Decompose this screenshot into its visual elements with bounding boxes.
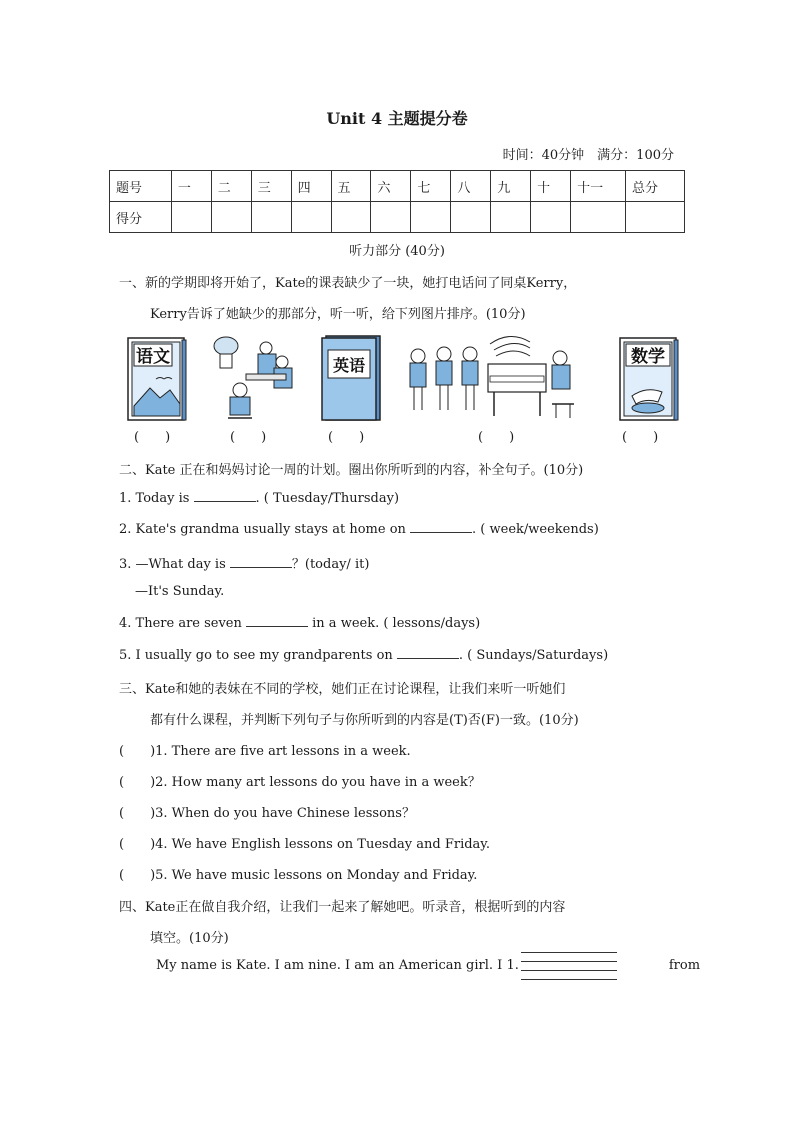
- q4-blank[interactable]: [246, 615, 308, 627]
- q1-blank[interactable]: [194, 490, 256, 502]
- score-blank[interactable]: [451, 202, 491, 233]
- score-cell: 题号: [110, 171, 172, 202]
- section4-instruction-cont: 填空。(10分): [150, 931, 229, 946]
- judge-item-2[interactable]: ( )2. How many art lessons do you have in a week？: [119, 775, 481, 790]
- score-blank[interactable]: [411, 202, 451, 233]
- section3-instruction: 三、Kate和她的表妹在不同的学校，她们正在讨论课程，让我们来听一听她们: [119, 682, 566, 697]
- section2-q5: [119, 647, 608, 663]
- q1-options: . ( Tuesday/Thursday): [255, 491, 400, 506]
- q2-text: 2. Kate's grandma usually stays at home on: [119, 522, 411, 537]
- section2-q1: [119, 490, 399, 506]
- chinese-book-label: 语文: [136, 347, 170, 367]
- score-cell: 九: [491, 171, 531, 202]
- order-answer-3[interactable]: ( ): [328, 430, 365, 445]
- score-blank[interactable]: [625, 202, 684, 233]
- section4-instruction: 四、Kate正在做自我介绍，让我们一起来了解她吧。听录音，根据听到的内容: [119, 900, 566, 915]
- q5-blank[interactable]: [397, 647, 459, 659]
- section1-instruction: 一、新的学期即将开始了，Kate的课表缺少了一块，她打电话问了同桌Kerry，: [119, 276, 577, 291]
- score-cell: 二: [211, 171, 251, 202]
- score-cell: 三: [251, 171, 291, 202]
- math-book-icon: [618, 334, 680, 422]
- score-blank[interactable]: [491, 202, 531, 233]
- order-answer-1[interactable]: ( ): [134, 430, 171, 445]
- section4-passage: [156, 958, 700, 973]
- order-answer-4[interactable]: ( ): [478, 430, 515, 445]
- english-book-label: 英语: [332, 356, 366, 375]
- math-book-label: 数学: [631, 347, 665, 367]
- q3-text: 3. —What day is: [119, 557, 230, 572]
- score-cell: 一: [171, 171, 211, 202]
- writing-line[interactable]: [521, 970, 617, 971]
- section2-q3: [119, 553, 369, 572]
- score-blank[interactable]: [331, 202, 371, 233]
- score-cell: 得分: [110, 202, 172, 233]
- score-cell: 五: [331, 171, 371, 202]
- time-info: 时间：40分钟 满分：100分: [502, 148, 674, 163]
- order-answer-5[interactable]: ( ): [622, 430, 659, 445]
- score-blank[interactable]: [171, 202, 211, 233]
- score-blank[interactable]: [571, 202, 626, 233]
- order-answer-2[interactable]: ( ): [230, 430, 267, 445]
- judge-item-1[interactable]: ( )1. There are five art lessons in a week.: [119, 744, 411, 759]
- score-cell: 十一: [571, 171, 626, 202]
- writing-line[interactable]: [521, 952, 617, 953]
- score-blank[interactable]: [531, 202, 571, 233]
- judge-item-5[interactable]: ( )5. We have music lessons on Monday and Friday.: [119, 868, 478, 883]
- section1-instruction-cont: Kerry告诉了她缺少的那部分，听一听，给下列图片排序。(10分): [150, 307, 526, 322]
- chinese-book-icon: [126, 334, 188, 422]
- score-cell: 六: [371, 171, 411, 202]
- score-table: [109, 170, 685, 233]
- page-title: Unit 4 主题提分卷: [326, 109, 468, 128]
- passage-text: My name is Kate. I am nine. I am an American girl. I 1.: [156, 958, 519, 973]
- score-cell: 八: [451, 171, 491, 202]
- q3-options: ？(today/ it): [291, 557, 370, 572]
- score-cell: 总分: [625, 171, 684, 202]
- q1-text: 1. Today is: [119, 491, 194, 506]
- q2-blank[interactable]: [410, 521, 472, 533]
- score-cell: 七: [411, 171, 451, 202]
- art-class-icon: [212, 334, 298, 422]
- judge-item-3[interactable]: ( )3. When do you have Chinese lessons？: [119, 806, 415, 821]
- score-blank[interactable]: [251, 202, 291, 233]
- q5-options: . ( Sundays/Saturdays): [458, 648, 609, 663]
- score-cell: 十: [531, 171, 571, 202]
- score-blank[interactable]: [371, 202, 411, 233]
- writing-lines[interactable]: [521, 952, 617, 988]
- score-blank[interactable]: [291, 202, 331, 233]
- passage-text-end: from: [668, 958, 701, 973]
- section2-q2: [119, 521, 599, 537]
- q5-text: 5. I usually go to see my grandparents on: [119, 648, 397, 663]
- music-class-icon: [406, 334, 586, 422]
- section2-instruction: 二、Kate 正在和妈妈讨论一周的计划。圈出你所听到的内容，补全句子。(10分): [119, 463, 584, 478]
- section2-q3-reply: —It's Sunday.: [135, 584, 225, 599]
- section2-q4: [119, 615, 480, 631]
- section3-instruction-cont: 都有什么课程，并判断下列句子与你所听到的内容是(T)否(F)一致。(10分): [150, 713, 579, 728]
- q4-text: 4. There are seven: [119, 616, 247, 631]
- score-header-row: [110, 171, 685, 202]
- score-blank[interactable]: [211, 202, 251, 233]
- english-book-icon: [320, 334, 382, 422]
- score-value-row: [110, 202, 685, 233]
- q3-blank[interactable]: [230, 556, 292, 568]
- writing-line[interactable]: [521, 961, 617, 962]
- writing-line[interactable]: [521, 979, 617, 980]
- picture-row: [120, 334, 700, 424]
- listening-header: 听力部分 (40分): [349, 244, 445, 259]
- judge-item-4[interactable]: ( )4. We have English lessons on Tuesday and Friday.: [119, 837, 491, 852]
- q2-options: . ( week/weekends): [472, 522, 599, 537]
- q4-options: in a week. ( lessons/days): [308, 616, 481, 631]
- score-cell: 四: [291, 171, 331, 202]
